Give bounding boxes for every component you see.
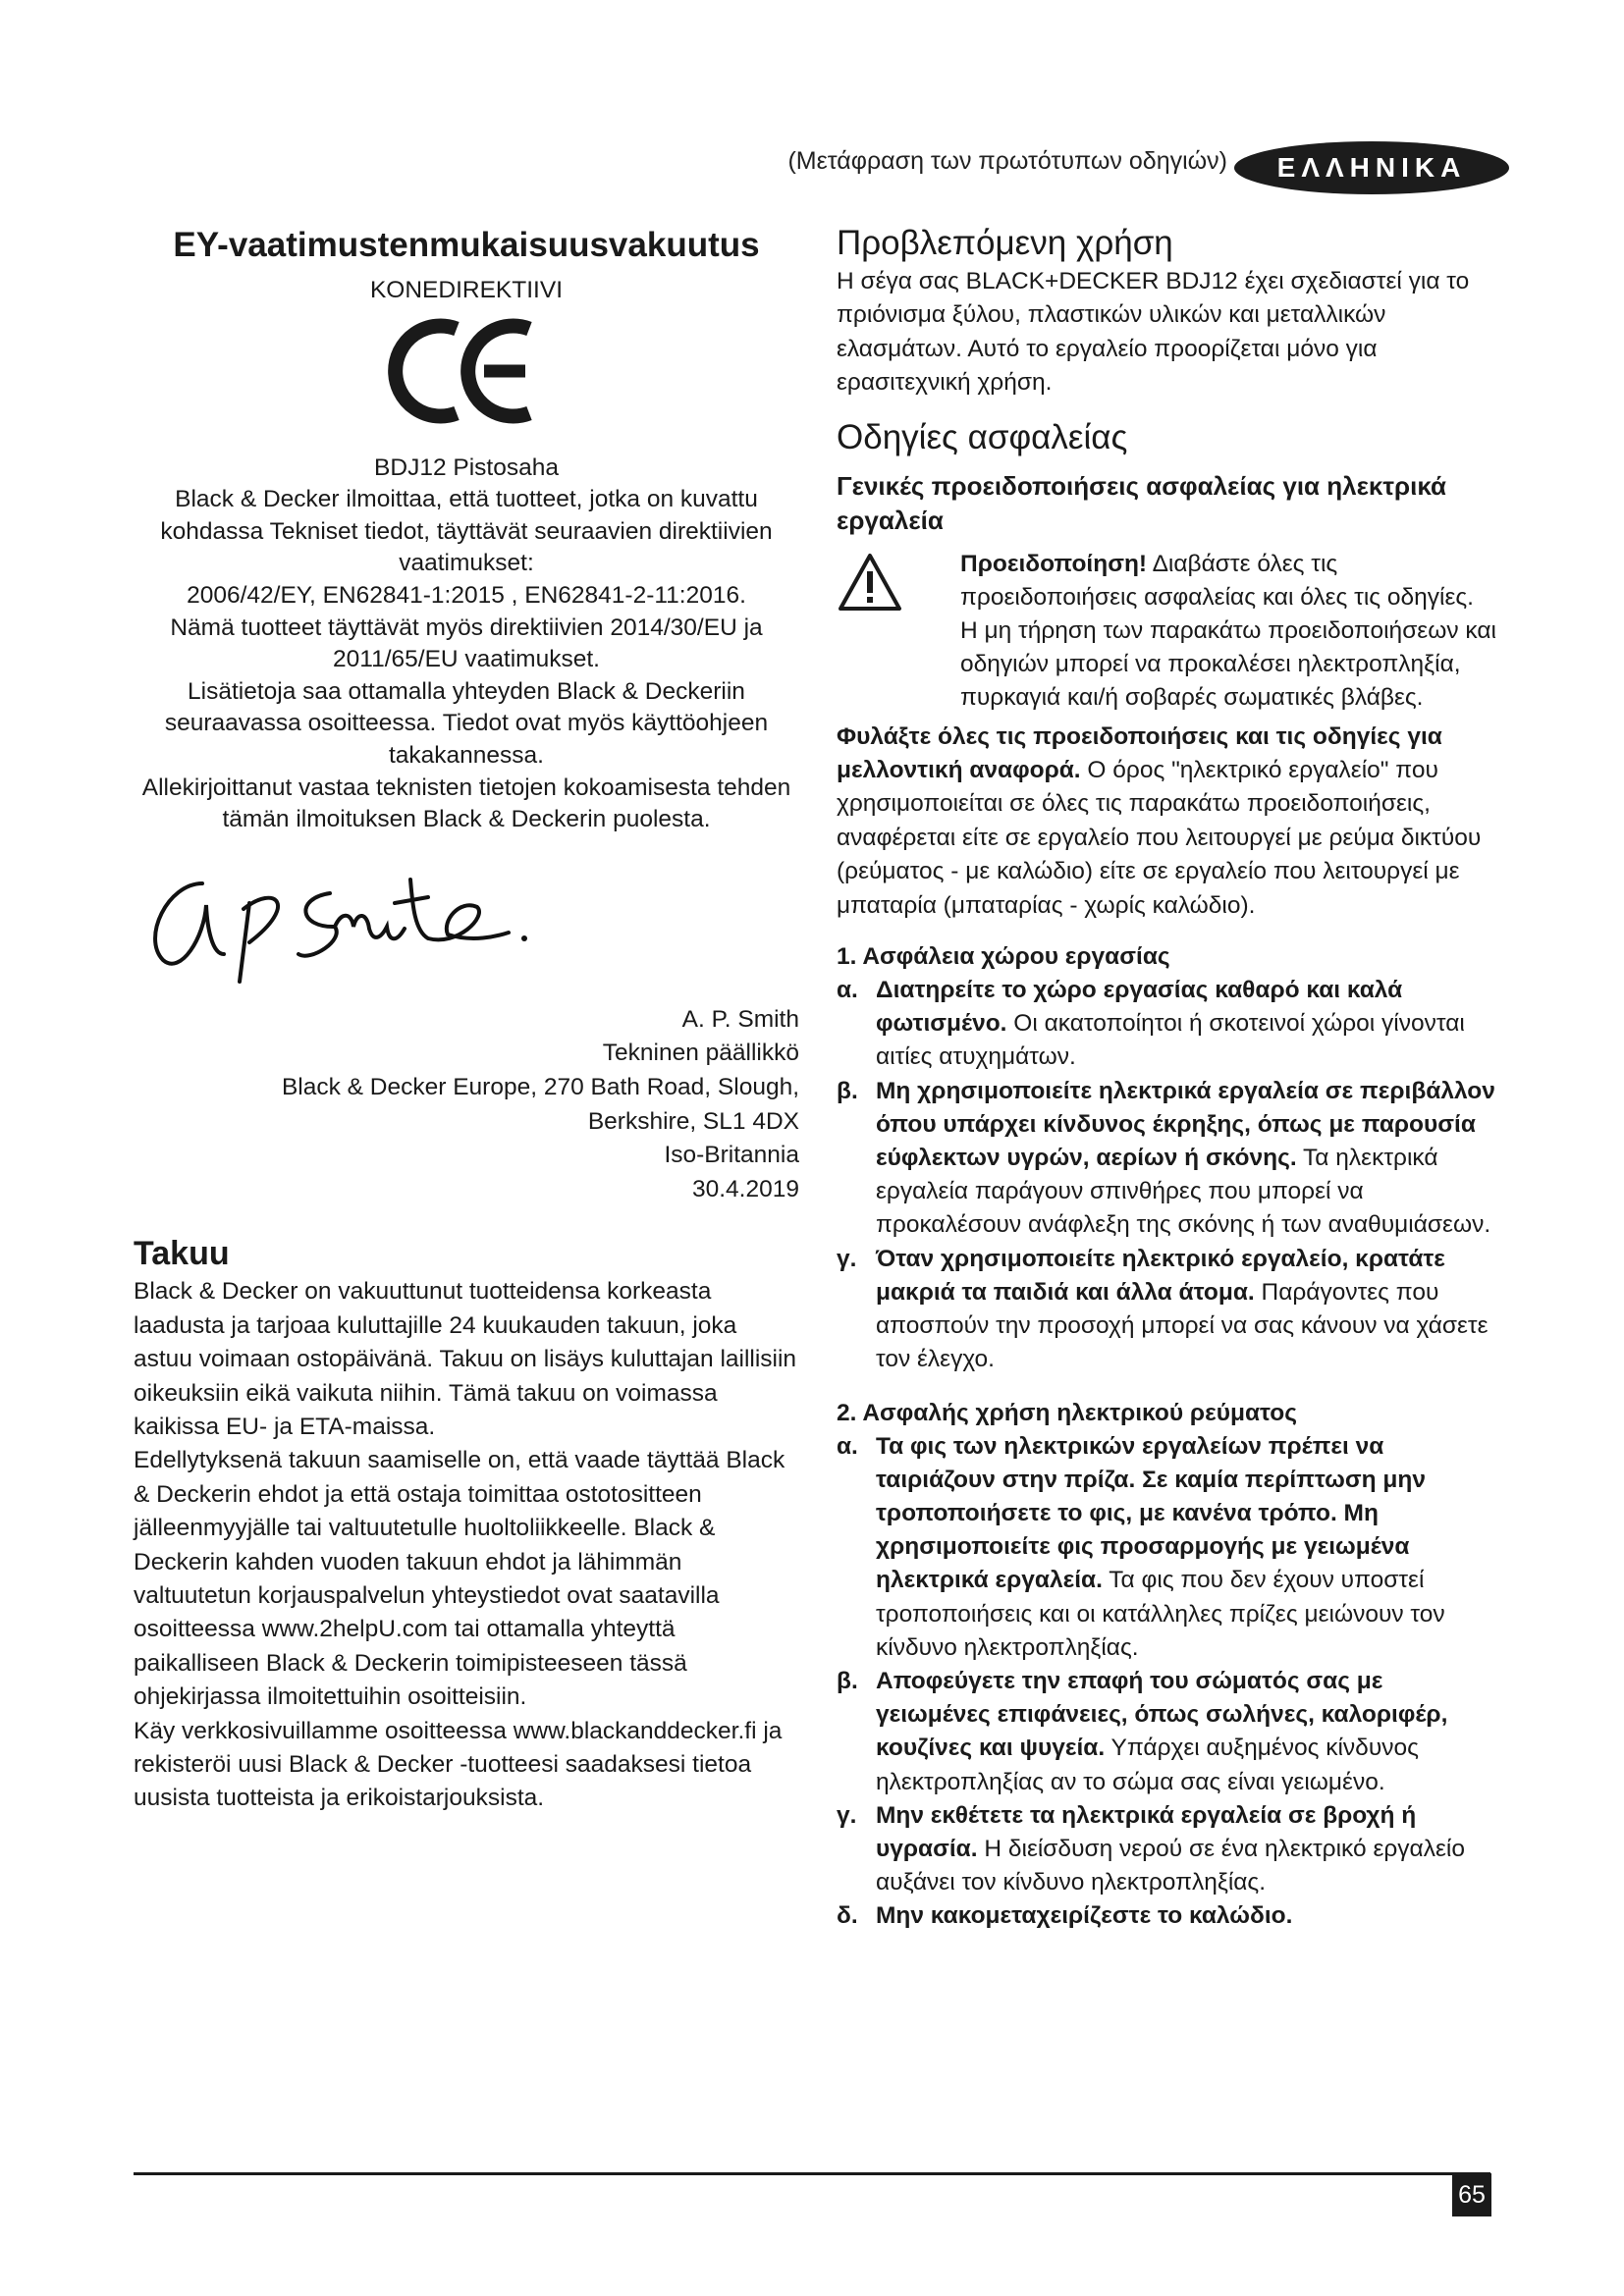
list-item: α. Διατηρείτε το χώρο εργασίας καθαρό και καλά φωτισμένο. Οι ακατοποίητοι ή σκοτεινοί χώροι γίνονται αιτίες ατυχημάτων. — [837, 977, 1465, 1071]
list-item: α. Τα φις των ηλεκτρικών εργαλείων πρέπει να ταιριάζουν στην πρίζα. Σε καμία περίπτωση μην τροποποιήσετε το φις, με κανένα τρόπο. Μη χρησιμοποιείτε φις προσαρμογής με γειωμένα ηλεκτρικά εργαλεία. Τα φις που δεν έχουν υποστεί τροποποιήσεις και οι κατάλληλες πρίζες μειώνουν τον κίνδυνο ηλεκτροπληξίας. — [837, 1432, 1445, 1661]
signatory-address: Black & Decker Europe, 270 Bath Road, Slough, — [281, 1073, 799, 1100]
list-item: δ. Μην κακομεταχειρίζεστε το καλώδιο. — [837, 1902, 1293, 1930]
declaration-line: vaatimukset: — [399, 550, 534, 577]
list-item: γ. Όταν χρησιμοποιείτε ηλεκτρικό εργαλείο, κρατάτε μακριά τα παιδιά και άλλα άτομα. Παράγοντες που αποσπούν την προσοχή μπορεί να σας κάνουν να χάσετε τον έλεγχο. — [837, 1245, 1489, 1373]
section-title: 1. Ασφάλεια χώρου εργασίας — [837, 943, 1170, 971]
page-number: 65 — [1452, 2173, 1491, 2216]
footer-rule — [134, 2172, 1490, 2175]
ce-mark-icon — [134, 307, 799, 453]
signatory-date: 30.4.2019 — [692, 1175, 799, 1202]
declaration-line: 2011/65/EU vaatimukset. — [333, 646, 600, 673]
declaration-line: Lisätietoja saa ottamalla yhteyden Black & Deckeriin — [188, 677, 745, 705]
general-warnings-heading: Γενικές προειδοποιήσεις ασφαλείας για ηλεκτρικά εργαλεία — [837, 470, 1446, 535]
signatory-title: Tekninen päällikkö — [602, 1040, 799, 1067]
list-item: γ. Μην εκθέτετε τα ηλεκτρικά εργαλεία σε βροχή ή υγρασία. Η διείσδυση νερού σε ένα ηλεκτρικό εργαλείο αυξάνει τον κίνδυνο ηλεκτροπληξίας. — [837, 1801, 1465, 1896]
standards-line: 2006/42/EY, EN62841-1:2015 , EN62841-2-11:2016. — [187, 581, 746, 609]
signatory-block — [134, 1003, 799, 1207]
declaration-line: tämän ilmoituksen Black & Deckerin puolesta. — [222, 806, 711, 833]
declaration-line: takakannessa. — [389, 741, 544, 769]
signature — [134, 836, 799, 1003]
warranty-paragraph: Edellytyksenä takuun saamiselle on, että vaade täyttää Black & Deckerin ehdot ja että ostaja toimittaa ostotositteen jälleenmyyjälle tai valtuutetulle huoltoliikkeelle. Black & Deckerin kahden vuoden takuun ehdot ja lähimmän valtuutetun korjauspalvelun yhteystiedot ovat saatavilla osoitteessa www.2helpU.com tai ottamalla yhteyttä paikalliseen Black & Deckerin toimipisteeseen tässä ohjekirjassa ilmoitettuihin osoitteisiin. — [134, 1447, 785, 1711]
list-item: β. Αποφεύγετε την επαφή του σώματός σας με γειωμένες επιφάνειες, όπως σωλήνες, καλοριφέρ, κουζίνες και ψυγεία. Υπάρχει αυξημένος κίνδυνος ηλεκτροπληξίας αν το σώμα σας είναι γειωμένο. — [837, 1667, 1448, 1795]
translation-note: (Μετάφραση των πρωτότυπων οδηγιών) — [787, 147, 1227, 175]
left-column — [134, 222, 799, 1816]
section-1 — [837, 940, 1496, 1376]
declaration-line: Allekirjoittanut vastaa teknisten tietojen kokoamisesta tehden — [141, 774, 791, 801]
declaration-title: EY-vaatimustenmukaisuusvakuutus — [173, 226, 760, 264]
warning-label: Προειδοποίηση! — [960, 550, 1148, 577]
intended-use-text: Η σέγα σας BLACK+DECKER BDJ12 έχει σχεδιαστεί για το πριόνισμα ξύλου, πλαστικών υλικών και μεταλλικών ελασμάτων. Αυτό το εργαλείο προορίζεται μόνο για ερασιτεχνική χρήση. — [837, 268, 1470, 397]
section-2 — [837, 1397, 1496, 1934]
list-item: β. Μη χρησιμοποιείτε ηλεκτρικά εργαλεία σε περιβάλλον όπου υπάρχει κίνδυνος έκρηξης, όπως με παρουσία εύφλεκτων υγρών, αερίων ή σκόνης. Τα ηλεκτρικά εργαλεία παράγουν σπινθήρες που μπορεί να προκαλέσουν ανάφλεξη της σκόνης ή των αναθυμιάσεων. — [837, 1077, 1495, 1239]
keep-instructions: Φυλάξτε όλες τις προειδοποιήσεις και τις οδηγίες για μελλοντική αναφορά. Ο όρος "ηλεκτρικό εργαλείο" που χρησιμοποιείται σε όλες τις παρακάτω προειδοποιήσεις, αναφέρεται είτε σε εργαλείο που λειτουργεί με ρεύμα δικτύου (ρεύματος - με καλώδιο) είτε σε εργαλείο που λειτουργεί με μπαταρία (μπαταρίας - χωρίς καλώδιο). — [837, 722, 1482, 919]
declaration-line: Black & Decker ilmoittaa, että tuotteet, jotka on kuvattu — [175, 486, 758, 513]
intended-use-heading: Προβλεπόμενη χρήση — [837, 224, 1173, 262]
warning-text: Προειδοποίηση! Διαβάστε όλες τις προειδοποιήσεις ασφαλείας και όλες τις οδηγίες. Η μη τήρηση των παρακάτω προειδοποιήσεων και οδηγιών μπορεί να προκαλέσει ηλεκτροπληξία, πυρκαγιά και/ή σοβαρές σωματικές βλάβες. — [960, 550, 1496, 711]
section-title: 2. Ασφαλής χρήση ηλεκτρικού ρεύματος — [837, 1399, 1297, 1426]
right-column — [837, 222, 1496, 1934]
declaration-line: seuraavassa osoitteessa. Tiedot ovat myös käyttöohjeen — [164, 710, 769, 737]
language-badge: ΕΛΛΗΝΙΚΑ — [1234, 141, 1509, 194]
warranty-heading: Takuu — [134, 1235, 230, 1273]
signatory-county: Berkshire, SL1 4DX — [587, 1107, 799, 1135]
warranty-paragraph: Käy verkkosivuillamme osoitteessa www.blackanddecker.fi ja rekisteröi uusi Black & Decker -tuotteesi saadaksesi tietoa uusista tuotteista ja erikoistarjouksista. — [134, 1717, 783, 1812]
signatory-name: A. P. Smith — [681, 1005, 799, 1033]
product-name: BDJ12 Pistosaha — [374, 454, 559, 481]
warning-triangle-icon — [837, 548, 960, 617]
safety-heading: Οδηγίες ασφαλείας — [837, 417, 1128, 456]
declaration-body — [134, 453, 799, 836]
signatory-country: Iso-Britannia — [664, 1142, 799, 1169]
directive-label: KONEDIREKTIIVI — [369, 277, 564, 303]
declaration-line: Nämä tuotteet täyttävät myös direktiivien 2014/30/EU ja — [170, 614, 763, 641]
declaration-line: kohdassa Tekniset tiedot, täyttävät seuraavien direktiivien — [160, 517, 773, 545]
warning-box — [837, 548, 1496, 715]
warranty-paragraph: Black & Decker on vakuuttunut tuotteidensa korkeasta laadusta ja tarjoaa kuluttajille 24 kuukauden takuun, joka astuu voimaan ostopäivänä. Takuu on lisäys kuluttajan laillisiin oikeuksiin eikä vaikuta niihin. Tämä takuu on voimassa kaikissa EU- ja ETA-maissa. — [134, 1278, 797, 1440]
